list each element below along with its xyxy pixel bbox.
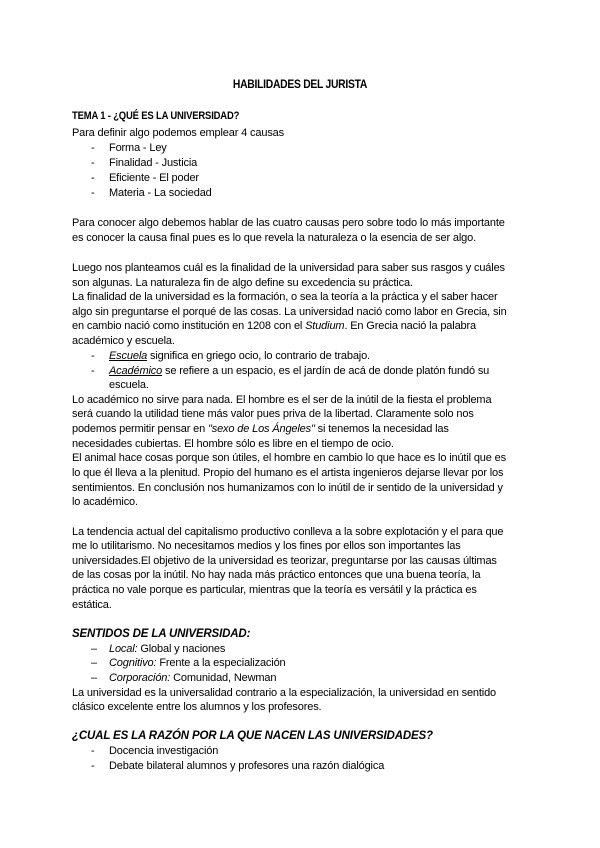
sentido-item (109, 642, 225, 656)
paragraph-line: de las cosas por la inútil. No hay nada más práctico entonces que una buena teoría, la (72, 569, 481, 581)
text-run: en cambio nació como institución en 1208 con el (72, 320, 306, 332)
causa-item: Materia - La sociedad (109, 187, 212, 199)
sentido-term: Local: (109, 643, 138, 655)
bullet-dash: - (91, 142, 95, 154)
sentido-term: Cognitivo: (109, 657, 157, 669)
paragraph-line: práctica no vale porque es particular, mientras que la teoría es versátil y la práctica es (72, 584, 477, 596)
sentido-item (109, 656, 286, 670)
paragraph-line: me lo utilitarismo. No necesitamos medios y los fines por ellos son importantes las (72, 540, 461, 552)
paragraph-line: universidades.El objetivo de la universidad es teorizar, preguntarse por las causas últimas (72, 555, 497, 567)
causa-item: Eficiente - El poder (109, 172, 199, 184)
sentido-desc: Comunidad, Newman (170, 672, 277, 684)
tema1-heading: TEMA 1 - ¿QUÉ ES LA UNIVERSIDAD? (72, 110, 240, 122)
quoted-phrase: "sexo de Los Ángeles" (207, 423, 315, 435)
paragraph-line: La finalidad de la universidad es la formación, o sea la teoría a la práctica y el saber hacer (72, 291, 498, 303)
paragraph-line: son algunas. La naturaleza fin de algo define su excedencia su práctica. (72, 277, 413, 289)
paragraph-line: Luego nos planteamos cuál es la finalidad de la universidad para saber sus rasgos y cuáles (72, 262, 505, 274)
razon-item: Docencia investigación (109, 745, 219, 757)
term-definition: se refiere a un espacio, es el jardín de acá de donde platón fundó su (162, 365, 490, 377)
term-definition: significa en griego ocio, lo contrario de trabajo. (147, 350, 370, 362)
paragraph-line: será cuando la utilidad tiene más valor pues priva de la libertad. Claramente solo nos (72, 408, 474, 420)
paragraph-line: algo sin preguntarse el porqué de las cosas. La universidad nació como labor en Grecia, sin (72, 306, 507, 318)
bullet-dash: - (91, 760, 95, 772)
paragraph-line: es conocer la causa final pues es lo que revela la naturaleza o la esencia de ser algo. (72, 232, 476, 244)
sentido-item (109, 671, 276, 685)
sentido-term: Corporación: (109, 672, 171, 684)
term-item-continued: escuela. (109, 379, 149, 391)
razon-heading: ¿CUAL ES LA RAZÓN POR LA QUE NACEN LAS UNIVERSIDADES? (72, 730, 433, 742)
bullet-dash: - (91, 350, 95, 362)
paragraph-line (72, 319, 476, 333)
bullet-dash: – (91, 643, 98, 655)
razon-item: Debate bilateral alumnos y profesores una razón dialógica (109, 760, 385, 772)
paragraph-line: necesidades cubiertas. El hombre sólo es libre en el tiempo de ocio. (72, 438, 394, 450)
paragraph-line (72, 422, 449, 436)
causa-item: Finalidad - Justicia (109, 157, 198, 169)
bullet-dash: - (91, 187, 95, 199)
bullet-dash: – (91, 672, 98, 684)
sentido-desc: Frente a la especialización (156, 657, 286, 669)
paragraph-line: La universidad es la universalidad contrario a la especialización, la universidad en sentido (72, 687, 497, 699)
studium-term: Studium (305, 320, 345, 332)
text-run: si tenemos la necesidad las (314, 423, 449, 435)
bullet-dash: - (91, 745, 95, 757)
bullet-dash: - (91, 157, 95, 169)
bullet-dash: – (91, 657, 98, 669)
document-title: HABILIDADES DEL JURISTA (232, 77, 368, 91)
academico-term: Académico (109, 365, 163, 377)
paragraph-line: académico y escuela. (72, 335, 175, 347)
paragraph-line: estática. (72, 599, 112, 611)
paragraph-line: lo académico. (72, 496, 138, 508)
paragraph-line: Lo académico no sirve para nada. El hombre es el ser de la inútil de la fiesta el problema (72, 394, 492, 406)
sentidos-heading: SENTIDOS DE LA UNIVERSIDAD: (72, 628, 251, 640)
paragraph-line: sentimientos. En conclusión nos humanizamos con lo inútil de ir sentido de la universidad y (72, 482, 503, 494)
text-run: . En Grecia nació la palabra (344, 320, 476, 332)
term-item (109, 364, 489, 378)
paragraph-line: lo que él lleva a la plenitud. Propio del humano es el artista ingenieros dejarse llevar por los (72, 467, 504, 479)
causa-item: Forma - Ley (109, 142, 167, 154)
paragraph-line: clásico excelente entre los alumnos y los profesores. (72, 701, 322, 713)
intro-line: Para definir algo podemos emplear 4 causas (72, 127, 284, 139)
paragraph-line: El animal hace cosas porque son útiles, el hombre en cambio lo que hace es lo inútil que es (72, 452, 506, 464)
text-run: podemos permitir pensar en (72, 423, 208, 435)
paragraph-line: La tendencia actual del capitalismo productivo conlleva a la sobre explotación y el para que (72, 526, 504, 538)
term-item (109, 349, 370, 363)
bullet-dash: - (91, 365, 95, 377)
sentido-desc: Global y naciones (137, 643, 226, 655)
bullet-dash: - (91, 172, 95, 184)
paragraph-line: Para conocer algo debemos hablar de las cuatro causas pero sobre todo lo más importante (72, 217, 505, 229)
escuela-term: Escuela (109, 350, 148, 362)
